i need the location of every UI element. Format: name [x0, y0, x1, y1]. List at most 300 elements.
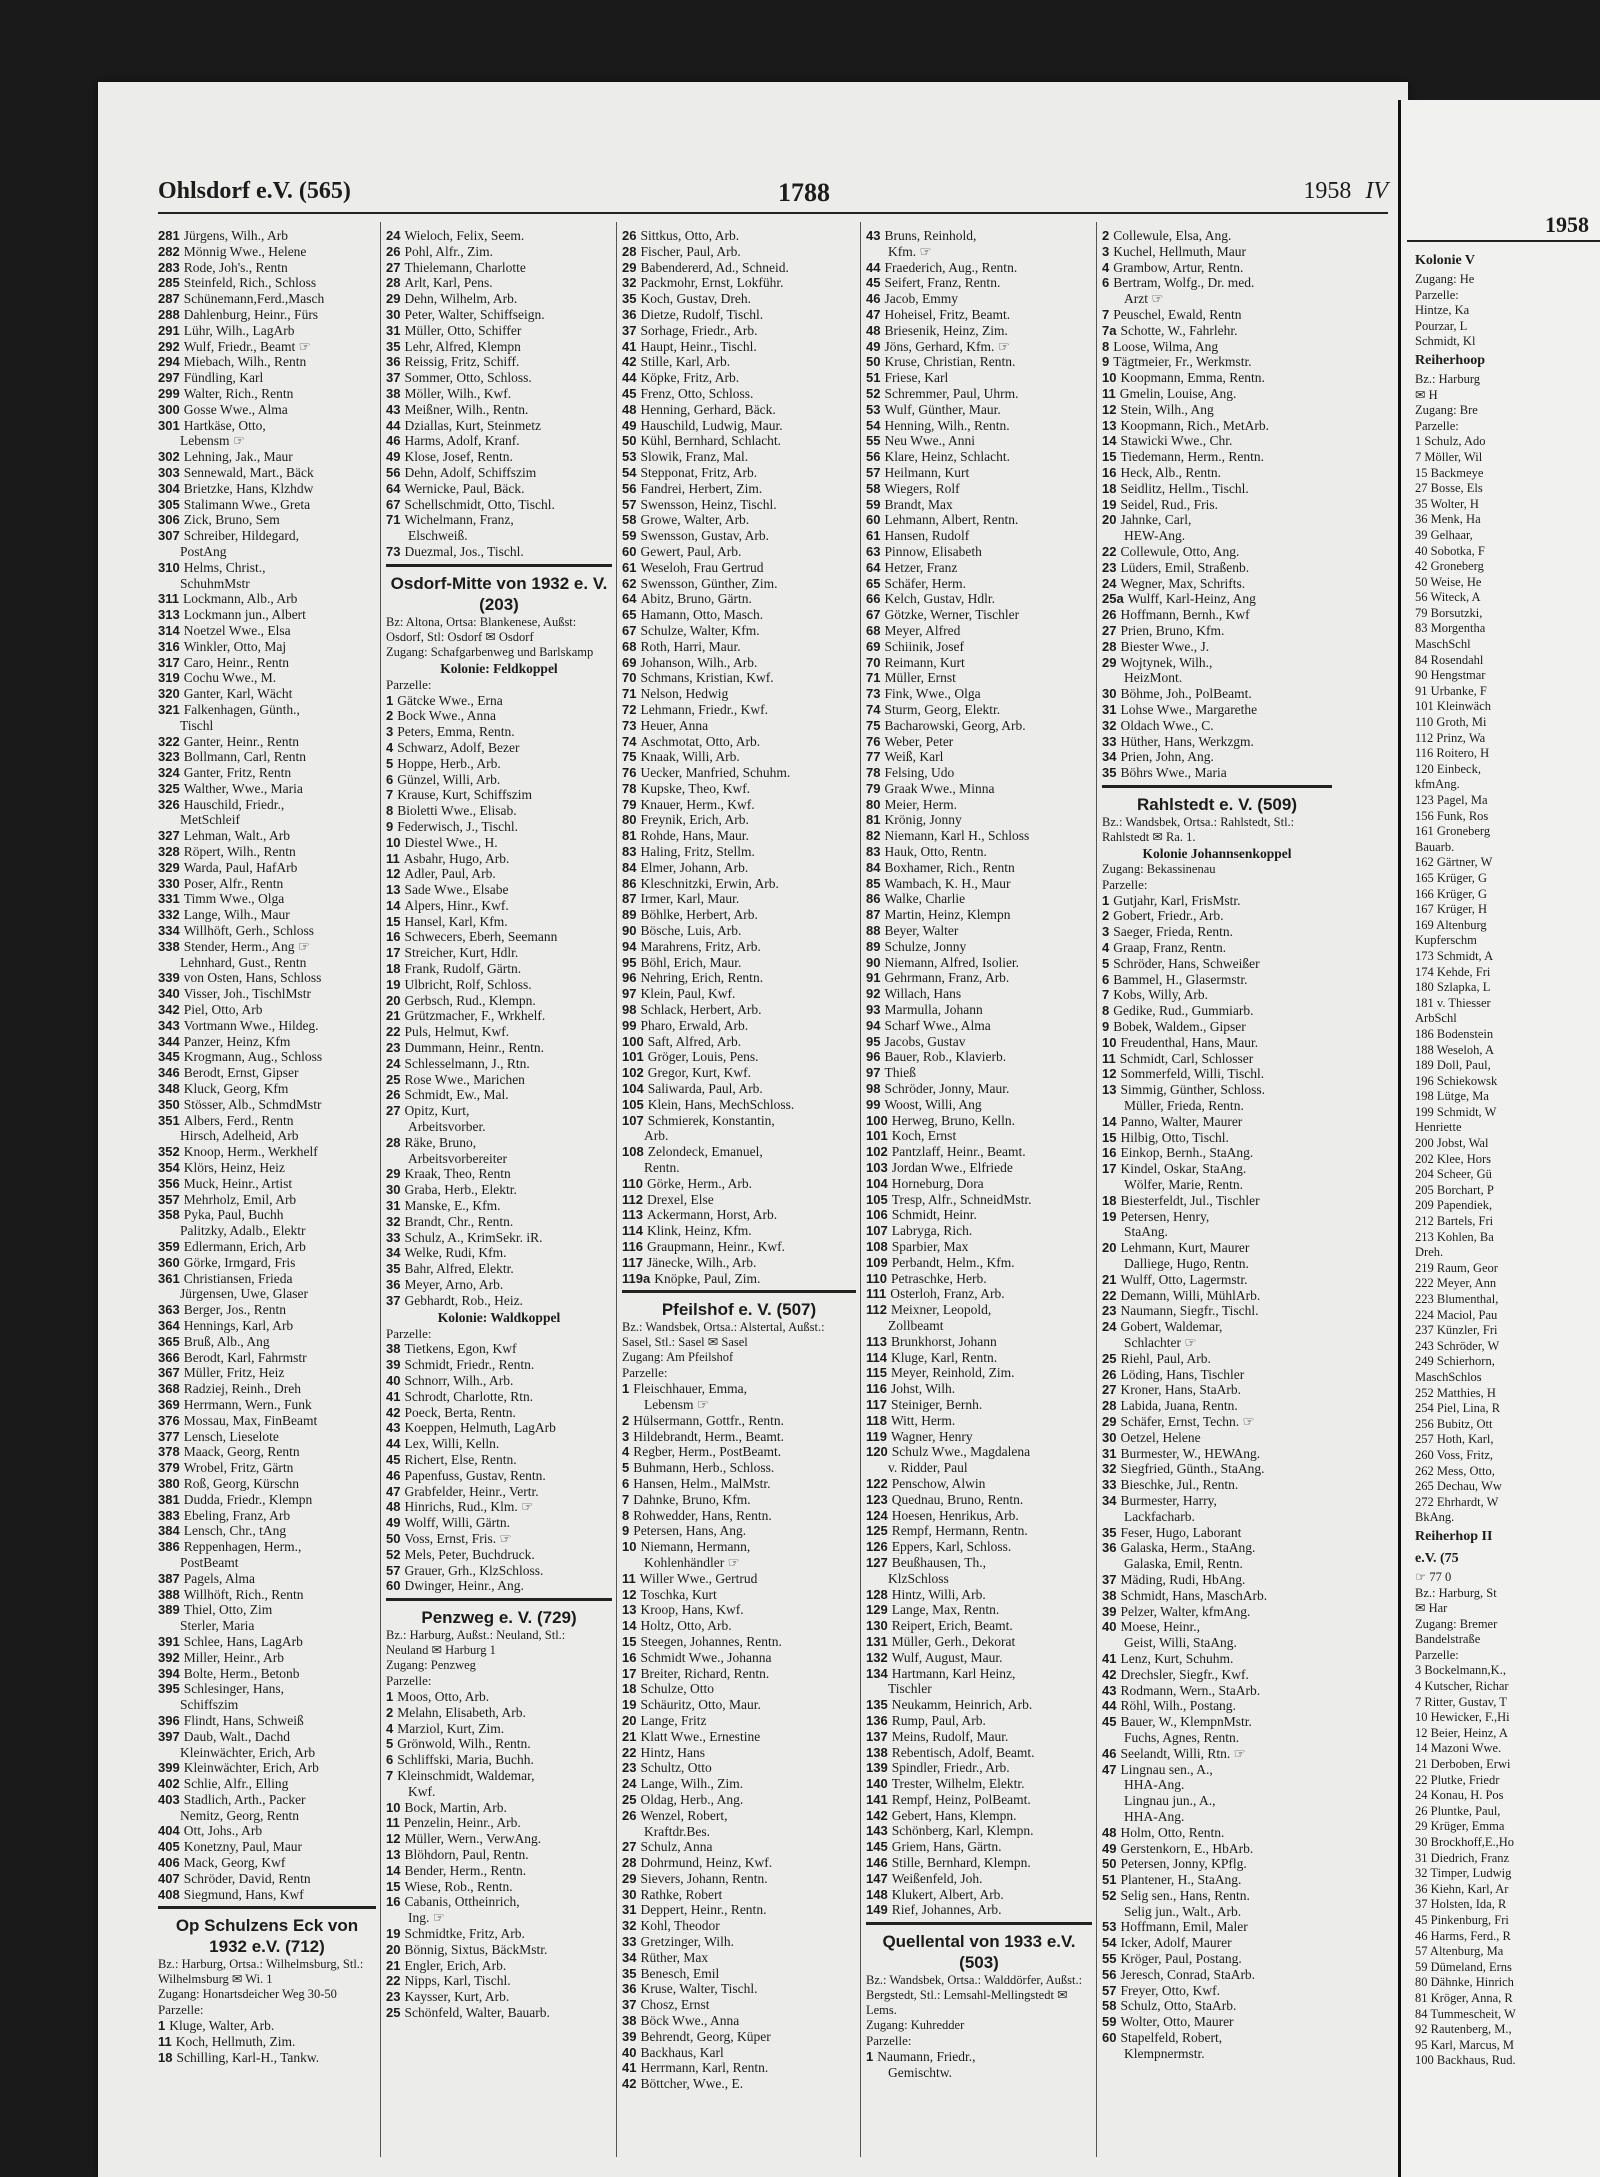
adjacent-entry: Kupferschm	[1415, 933, 1477, 948]
directory-entry	[1102, 449, 1332, 465]
tenant-name: Wolter, Otto, Maurer	[1120, 2014, 1234, 2030]
tenant-name: Haupt, Heinr., Tischl.	[640, 338, 757, 354]
parcel-number: 35	[1102, 765, 1117, 781]
parcel-number: 113	[866, 1333, 887, 1349]
tenant-name: Packmohr, Ernst, Lokführ.	[640, 275, 784, 291]
directory-entry	[1102, 734, 1332, 750]
directory-entry	[158, 860, 376, 876]
parcel-number: 44	[386, 417, 401, 433]
directory-entry	[866, 939, 1092, 955]
tenant-name: Müller, Wern., VerwAng.	[404, 1831, 542, 1847]
tenant-name: Seidel, Rud., Fris.	[1120, 496, 1218, 512]
parcel-number: 43	[1102, 1682, 1117, 1698]
parcel-number: 21	[386, 1008, 401, 1024]
section-info: Bz: Altona, Ortsa: Blankenese, Außst: Osdorf, Stl: Osdorf ✉ Osdorf	[386, 614, 577, 644]
tenant-name: Schönfeld, Walter, Bauarb.	[404, 2004, 550, 2020]
parcel-number: 96	[622, 970, 637, 986]
adjacent-entry: 24 Konau, H. Pos	[1415, 1788, 1504, 1803]
directory-entry	[1102, 1525, 1332, 1541]
directory-entry	[158, 1049, 376, 1065]
parcel-number: 35	[386, 1261, 401, 1277]
tenant-name: Bönnig, Sixtus, BäckMstr.	[404, 1941, 548, 1957]
directory-entry	[866, 1523, 1092, 1539]
tenant-name: Meyer, Arno, Arb.	[404, 1277, 504, 1293]
tenant-name: Daub, Walt., Dachd	[183, 1728, 290, 1744]
adjacent-page-strip	[1398, 100, 1600, 2177]
parcel-number: 48	[1102, 1824, 1117, 1840]
tenant-name: Stille, Bernhard, Klempn.	[891, 1855, 1031, 1871]
directory-entry	[622, 781, 856, 797]
tenant-name: Loose, Wilma, Ang	[1113, 338, 1219, 354]
directory-entry	[386, 244, 612, 260]
parcel-number: 5	[386, 755, 394, 771]
parcel-number: 325	[158, 780, 180, 796]
tenant-name: Krönig, Jonny	[884, 812, 962, 828]
directory-entry	[386, 1341, 612, 1357]
directory-entry	[622, 1634, 856, 1650]
tenant-name: Grabfelder, Heinr., Vertr.	[404, 1483, 539, 1499]
tenant-name: Koch, Ernst	[891, 1128, 957, 1144]
parcel-number: 108	[622, 1144, 644, 1160]
tenant-name: Schulz, Otto, StaArb.	[1120, 1998, 1237, 2014]
directory-entry	[158, 1034, 376, 1050]
directory-entry	[866, 812, 1092, 828]
tenant-name: Freynik, Erich, Arb.	[640, 812, 749, 828]
tenant-name: Wagner, Henry	[890, 1428, 973, 1444]
directory-entry	[386, 708, 612, 724]
tenant-name: Müller, Fritz, Heiz	[183, 1365, 285, 1381]
parcel-number: 87	[866, 907, 881, 923]
directory-entry	[866, 291, 1092, 307]
tenant-name: Tietkens, Egon, Kwf	[404, 1341, 517, 1357]
parcel-number: 66	[866, 591, 881, 607]
tenant-name: Kroop, Hans, Kwf.	[640, 1602, 744, 1618]
directory-entry	[866, 228, 1092, 244]
parcel-number: 383	[158, 1507, 180, 1523]
tenant-name: Fischer, Paul, Arb.	[640, 243, 741, 259]
tenant-name: Knoop, Herm., Werkhelf	[183, 1144, 318, 1160]
parcel-number: 10	[1102, 370, 1117, 386]
adjacent-entry: 205 Borchart, P	[1415, 1182, 1494, 1197]
directory-entry	[1102, 1145, 1332, 1161]
tenant-name: Gebhardt, Rob., Heiz.	[404, 1292, 523, 1308]
parcel-number: 130	[866, 1618, 888, 1634]
tenant-name: Klare, Heinz, Schlacht.	[884, 449, 1011, 465]
tenant-name: Burmester, Harry,	[1120, 1492, 1217, 1508]
tenant-name: Backhaus, Karl	[640, 2044, 724, 2060]
parcel-number: 56	[866, 449, 881, 465]
adjacent-entry: 156 Funk, Ros	[1415, 808, 1489, 823]
directory-entry	[622, 1097, 856, 1113]
directory-entry	[1102, 749, 1332, 765]
tenant-name: Hilbig, Otto, Tischl.	[1120, 1129, 1229, 1145]
tenant-name: Briesenik, Heinz, Zim.	[884, 322, 1008, 338]
parcel-number: 59	[866, 496, 881, 512]
tenant-name: Eppers, Karl, Schloss.	[891, 1539, 1012, 1555]
directory-entry	[622, 765, 856, 781]
tenant-name: Pelzer, Walter, kfmAng.	[1120, 1603, 1251, 1619]
entry-continuation: Arb.	[644, 1128, 669, 1144]
directory-entry	[386, 1958, 612, 1974]
parcel-number: 30	[386, 306, 401, 322]
parcel-number: 113	[622, 1207, 643, 1223]
adjacent-entry: Bz.: Harburg, St	[1415, 1585, 1497, 1600]
directory-entry	[1102, 275, 1332, 291]
entry-continuation: Elschweiß.	[408, 528, 468, 544]
directory-entry	[158, 323, 376, 339]
directory-entry	[866, 1587, 1092, 1603]
tenant-name: Ganter, Fritz, Rentn	[183, 765, 292, 781]
parcel-number: 42	[622, 2076, 637, 2092]
tenant-name: Dehn, Adolf, Schiffszim	[404, 464, 537, 480]
parcel-number: 56	[622, 480, 637, 496]
parcel-number: 54	[866, 417, 881, 433]
directory-entry	[866, 1192, 1092, 1208]
directory-entry	[866, 1697, 1092, 1713]
parcel-number: 39	[1102, 1603, 1117, 1619]
directory-entry	[622, 1997, 856, 2013]
parcel-number: 11	[158, 2034, 172, 2050]
parcel-number: 317	[158, 654, 180, 670]
parcel-number: 386	[158, 1539, 180, 1555]
tenant-name: Klose, Josef, Rentn.	[404, 449, 513, 465]
adjacent-page-year: 1958	[1545, 212, 1589, 237]
directory-entry	[622, 702, 856, 718]
directory-entry	[386, 1721, 612, 1737]
parcel-number: 3	[1102, 924, 1110, 940]
parcel-number: 352	[158, 1144, 180, 1160]
directory-entry	[1102, 1888, 1332, 1904]
directory-entry	[1102, 1872, 1332, 1888]
parcel-number: 394	[158, 1665, 180, 1681]
parcel-number: 57	[866, 464, 881, 480]
entry-continuation: Gemischtw.	[888, 2064, 952, 2080]
directory-entry	[866, 1207, 1092, 1223]
column-2	[386, 228, 612, 2158]
tenant-name: Diestel Wwe., H.	[404, 834, 498, 850]
parcel-number: 84	[622, 859, 637, 875]
entry-continuation: Müller, Frieda, Rentn.	[1124, 1098, 1244, 1114]
tenant-name: Frank, Rudolf, Gärtn.	[404, 961, 522, 977]
tenant-name: Rempf, Heinz, PolBeamt.	[891, 1791, 1031, 1807]
directory-entry	[158, 1508, 376, 1524]
directory-entry	[866, 1065, 1092, 1081]
adjacent-entry: 120 Einbeck,	[1415, 761, 1481, 776]
tenant-name: Rüther, Max	[640, 1949, 709, 1965]
parcel-number: 345	[158, 1049, 180, 1065]
parcel-number: 37	[386, 370, 401, 386]
directory-entry	[622, 939, 856, 955]
parcel-number: 378	[158, 1444, 180, 1460]
tenant-name: Schulz, Anna	[640, 1839, 713, 1855]
tenant-name: Seifert, Franz, Rentn.	[884, 275, 1001, 291]
directory-entry	[1102, 1319, 1332, 1335]
tenant-name: Hansen, Rudolf	[884, 528, 970, 544]
parcel-number: 1	[386, 692, 394, 708]
tenant-name: Berger, Jos., Rentn	[183, 1302, 287, 1318]
parcel-number: 34	[1102, 1492, 1117, 1508]
parcel-number: 97	[622, 986, 637, 1002]
tenant-name: Meier, Herm.	[884, 796, 958, 812]
parcel-number: 30	[622, 1886, 637, 1902]
column-5	[1102, 228, 1332, 2158]
tenant-name: Simmig, Günther, Schloss.	[1120, 1082, 1266, 1098]
adjacent-entry: 166 Krüger, G	[1415, 886, 1488, 901]
adjacent-entry: 196 Schiekowsk	[1415, 1073, 1498, 1088]
parcel-number: 10	[622, 1539, 637, 1555]
tenant-name: Irmer, Karl, Maur.	[640, 891, 740, 907]
tenant-name: Beyer, Walter	[884, 923, 959, 939]
tenant-name: Graap, Franz, Rentn.	[1113, 940, 1227, 956]
adjacent-entry: 22 Plutke, Friedr	[1415, 1772, 1500, 1787]
parcel-number: 13	[386, 1846, 401, 1862]
tenant-name: Meyer, Reinhold, Zim.	[890, 1365, 1015, 1381]
tenant-name: Bruß, Alb., Ang	[183, 1333, 270, 1349]
parcel-number: 6	[1102, 275, 1110, 291]
directory-entry	[158, 986, 376, 1002]
tenant-name: Heilmann, Kurt	[884, 464, 970, 480]
tenant-name: Tägtmeier, Fr., Werkmstr.	[1113, 354, 1252, 370]
parcel-number: 35	[386, 338, 401, 354]
tenant-name: Herrmann, Karl, Rentn.	[640, 2060, 769, 2076]
tenant-name: Dudda, Friedr., Klempn	[183, 1491, 313, 1507]
tenant-name: Stapelfeld, Robert,	[1120, 2030, 1223, 2046]
directory-entry	[622, 307, 856, 323]
directory-entry	[1102, 433, 1332, 449]
directory-entry	[386, 1563, 612, 1579]
directory-entry	[386, 1863, 612, 1879]
entry-continuation: Geist, Willi, StaAng.	[1124, 1635, 1237, 1651]
directory-entry	[866, 1286, 1092, 1302]
directory-entry	[1102, 591, 1332, 607]
parcel-number: 406	[158, 1855, 180, 1871]
parcel-number: 19	[622, 1697, 637, 1713]
parcel-number: 19	[386, 1925, 401, 1941]
adjacent-entry: 80 Dähnke, Hinrich	[1415, 1975, 1514, 1990]
directory-entry	[386, 787, 612, 803]
parcel-number: 52	[1102, 1887, 1117, 1903]
entry-continuation: Hirsch, Adelheid, Arb	[180, 1128, 299, 1144]
tenant-name: Plantener, H., StaAng.	[1120, 1872, 1242, 1888]
parcel-number: 407	[158, 1870, 180, 1886]
tenant-name: Schmidt, Ew., Mal.	[404, 1087, 509, 1103]
tenant-name: Edlermann, Erich, Arb	[183, 1239, 306, 1254]
entry-continuation: Sterler, Maria	[180, 1618, 255, 1634]
parcel-number: 7	[1102, 306, 1110, 322]
parcel-number: 28	[622, 1855, 637, 1871]
parcel-number: 329	[158, 859, 180, 875]
tenant-name: Sorhage, Friedr., Arb.	[640, 322, 758, 338]
tenant-name: Jöns, Gerhard, Kfm. ☞	[884, 338, 1010, 354]
directory-entry	[1102, 402, 1332, 418]
parcel-number: 26	[386, 243, 401, 259]
parcel-number: 117	[866, 1396, 887, 1412]
tenant-name: Ganter, Heinr., Rentn	[183, 733, 300, 749]
parcel-number: 115	[866, 1365, 887, 1381]
parcel-number: 117	[622, 1254, 643, 1270]
parcel-number: 42	[622, 354, 637, 370]
parcel-number: 90	[622, 923, 637, 939]
directory-entry	[1102, 1967, 1332, 1983]
directory-entry	[622, 433, 856, 449]
parcel-number: 41	[386, 1388, 401, 1404]
tenant-name: Streicher, Kurt, Hdlr.	[404, 945, 519, 961]
parcel-number: 30	[1102, 686, 1117, 702]
directory-entry	[1102, 465, 1332, 481]
tenant-name: Ebeling, Franz, Arb	[183, 1507, 291, 1523]
parcel-number: 18	[1102, 480, 1117, 496]
adjacent-entry: 209 Papendiek,	[1415, 1198, 1493, 1213]
tenant-name: Kroner, Hans, StaArb.	[1120, 1382, 1242, 1398]
parcel-number: 36	[386, 1277, 401, 1293]
adjacent-entry: kfmAng.	[1415, 777, 1460, 792]
tenant-name: Falkenhagen, Günth.,	[183, 701, 300, 717]
parcel-number: 70	[866, 654, 881, 670]
directory-entry	[386, 1515, 612, 1531]
parcel-number: 50	[1102, 1856, 1117, 1872]
tenant-name: Jürgens, Wilh., Arb	[183, 228, 289, 243]
parcel-number: 39	[386, 1357, 401, 1373]
directory-entry	[386, 1468, 612, 1484]
tenant-name: Deppert, Heinr., Rentn.	[640, 1902, 767, 1918]
adjacent-entry: 237 Künzler, Fri	[1415, 1323, 1498, 1338]
tenant-name: Petersen, Hans, Ang.	[633, 1523, 747, 1539]
directory-entry	[622, 1808, 856, 1824]
tenant-name: Pohl, Alfr., Zim.	[404, 243, 493, 259]
parcel-number: 14	[622, 1618, 637, 1634]
tenant-name: Bender, Herm., Rentn.	[404, 1862, 527, 1878]
parcel-number: 26	[386, 1087, 401, 1103]
entry-continuation: Palitzky, Adalb., Elektr	[180, 1223, 306, 1239]
tenant-name: Schünemann,Ferd.,Masch	[183, 291, 325, 307]
tenant-name: Wulf, Friedr., Beamt ☞	[183, 338, 311, 354]
directory-entry	[158, 1871, 376, 1887]
tenant-name: Dehn, Wilhelm, Arb.	[404, 291, 518, 307]
tenant-name: Räke, Bruno,	[404, 1134, 477, 1150]
tenant-name: Growe, Walter, Arb.	[640, 512, 750, 528]
directory-entry	[866, 734, 1092, 750]
tenant-name: Rohde, Hans, Maur.	[640, 828, 749, 844]
tenant-name: Köpke, Fritz, Arb.	[640, 370, 740, 386]
tenant-name: Sommer, Otto, Schloss.	[404, 370, 532, 386]
adjacent-entry: Bz.: Harburg	[1415, 371, 1481, 386]
directory-entry	[158, 1192, 376, 1208]
directory-entry	[866, 1555, 1092, 1571]
directory-entry	[622, 1650, 856, 1666]
directory-entry	[866, 686, 1092, 702]
tenant-name: Schreiber, Hildegard,	[183, 528, 299, 544]
tenant-name: Seelandt, Willi, Rtn. ☞	[1120, 1745, 1246, 1761]
tenant-name: Schröder, Jonny, Maur.	[884, 1081, 1010, 1097]
directory-entry	[866, 891, 1092, 907]
parcel-number: 361	[158, 1270, 180, 1286]
tenant-name: Schmidt, Carl, Schlosser	[1119, 1050, 1254, 1066]
directory-entry	[158, 244, 376, 260]
tenant-name: Mönnig Wwe., Helene	[183, 243, 307, 259]
parcel-number: 5	[386, 1736, 394, 1752]
tenant-name: Schulze, Otto	[640, 1681, 714, 1697]
parcel-number: 118	[866, 1412, 887, 1428]
parcel-number: 116	[866, 1381, 887, 1397]
directory-entry	[866, 1760, 1092, 1776]
directory-entry	[158, 1539, 376, 1555]
directory-entry	[1102, 718, 1332, 734]
adjacent-entry: 56 Witeck, A	[1415, 590, 1481, 605]
directory-entry	[866, 1081, 1092, 1097]
directory-entry	[866, 1855, 1092, 1871]
directory-entry	[622, 1981, 856, 1997]
directory-entry	[866, 386, 1092, 402]
tenant-name: Siegmund, Hans, Kwf	[183, 1886, 304, 1902]
directory-entry	[386, 260, 612, 276]
directory-entry	[866, 1602, 1092, 1618]
parcel-number: 148	[866, 1886, 888, 1902]
parcel-number: 27	[1102, 622, 1117, 638]
directory-entry	[158, 1792, 376, 1808]
directory-entry	[158, 1634, 376, 1650]
entry-continuation: SchuhmMstr	[180, 575, 250, 591]
directory-entry	[1102, 765, 1332, 781]
tenant-name: Walter, Rich., Rentn	[183, 385, 294, 401]
adjacent-entry: 254 Piel, Lina, R	[1415, 1401, 1501, 1416]
parcel-number: 46	[866, 291, 881, 307]
directory-entry	[158, 1666, 376, 1682]
tenant-name: Wiese, Rob., Rentn.	[404, 1878, 513, 1894]
directory-entry	[622, 623, 856, 639]
tenant-name: Blöhdorn, Paul, Rentn.	[404, 1846, 529, 1862]
tenant-name: Abitz, Bruno, Gärtn.	[640, 591, 752, 607]
tenant-name: Nelson, Hedwig	[640, 686, 729, 702]
parcel-number: 60	[622, 543, 637, 559]
parcel-number: 48	[866, 322, 881, 338]
directory-entry	[866, 1271, 1092, 1287]
directory-entry	[866, 1097, 1092, 1113]
directory-entry	[866, 1239, 1092, 1255]
parcel-number: 314	[158, 622, 180, 638]
directory-entry	[386, 1705, 612, 1721]
parcel-number: 338	[158, 938, 180, 954]
adjacent-entry: Parzelle:	[1415, 1647, 1459, 1662]
tenant-name: Panzer, Heinz, Kfm	[183, 1033, 291, 1049]
adjacent-entry: 189 Doll, Paul,	[1415, 1058, 1491, 1073]
section-title: Osdorf-Mitte von 1932 e. V. (203)	[386, 564, 612, 615]
directory-entry	[622, 670, 856, 686]
adjacent-entry: 112 Prinz, Wa	[1415, 730, 1486, 745]
directory-entry	[622, 591, 856, 607]
parcel-number: 8	[386, 803, 394, 819]
directory-entry	[866, 1618, 1092, 1634]
directory-entry	[386, 1373, 612, 1389]
parcel-number: 358	[158, 1207, 180, 1223]
parcel-number: 43	[386, 401, 401, 417]
tenant-name: Schmidtke, Fritz, Arb.	[404, 1925, 525, 1941]
tenant-name: Rief, Johannes, Arb.	[891, 1902, 1002, 1918]
tenant-name: Weiß, Karl	[884, 749, 944, 765]
tenant-name: Henning, Wilh., Rentn.	[884, 417, 1010, 433]
parcel-number: 25	[622, 1791, 637, 1807]
directory-entry	[1102, 1461, 1332, 1477]
parcel-number: 46	[386, 1467, 401, 1483]
tenant-name: Lensch, Chr., tAng	[183, 1523, 287, 1539]
tenant-name: Wichelmann, Franz,	[404, 512, 514, 528]
tenant-name: Görke, Irmgard, Fris	[183, 1254, 296, 1270]
parcel-number: 91	[866, 970, 881, 986]
parcel-number: 328	[158, 844, 180, 860]
parcel-number: 45	[1102, 1714, 1117, 1730]
tenant-name: Biester Wwe., J.	[1120, 638, 1210, 654]
directory-entry	[1102, 1303, 1332, 1319]
tenant-name: Günzel, Willi, Arb.	[397, 771, 501, 787]
